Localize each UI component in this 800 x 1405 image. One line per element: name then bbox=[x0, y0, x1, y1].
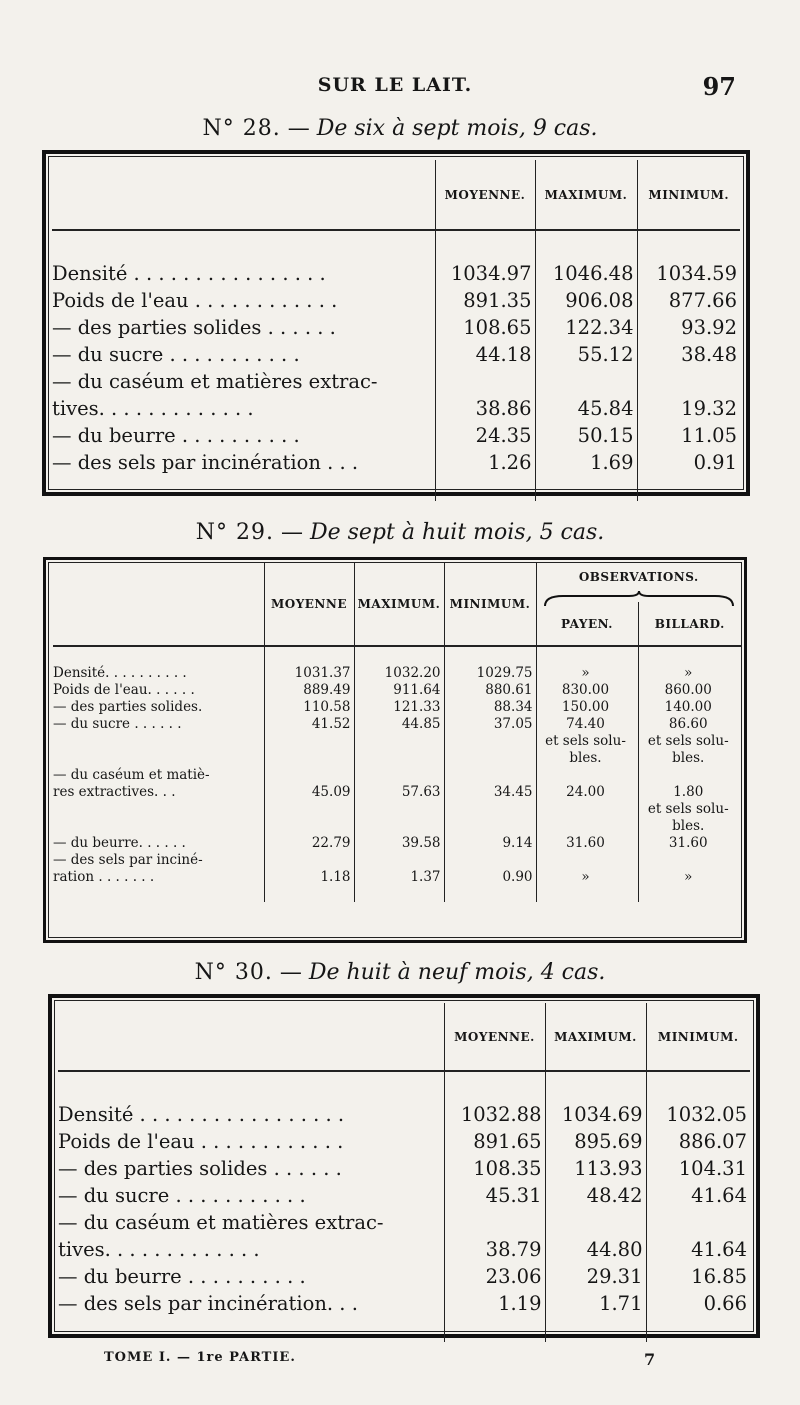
table-30-cell-moyenne: 891.65 bbox=[444, 1126, 545, 1153]
table-29-row-label: Poids de l'eau. . . . . . bbox=[53, 682, 195, 698]
table-29-row-label: res extractives. . . bbox=[53, 784, 176, 800]
table-29-cell-billard bbox=[638, 766, 741, 783]
table-30-row bbox=[58, 1153, 750, 1180]
table-29-row bbox=[53, 817, 741, 834]
table-29-row-label: — du sucre . . . . . . bbox=[53, 716, 182, 732]
table-29-observations-header bbox=[536, 562, 741, 602]
table-28-row-label: — des sels par incinération . . . bbox=[52, 451, 359, 474]
table-28-cell-maximum: 1046.48 bbox=[535, 258, 637, 285]
table-29-body bbox=[53, 664, 741, 902]
table-29-cell-maximum: 44.85 bbox=[354, 715, 444, 732]
table-29-cell-billard: et sels solu- bbox=[638, 732, 741, 749]
table-29-cell-minimum bbox=[444, 817, 536, 834]
table-28-cell-maximum: 45.84 bbox=[535, 393, 637, 420]
table-29-cell-payen: 830.00 bbox=[536, 681, 638, 698]
table-29-cell-payen bbox=[536, 817, 638, 834]
table-29-cell-payen: » bbox=[536, 868, 638, 885]
table-29-cell-minimum: 1029.75 bbox=[444, 664, 536, 681]
table-28-row-label: — du caséum et matières extrac- bbox=[52, 370, 378, 393]
table-30-cell-minimum bbox=[646, 1207, 750, 1234]
table-30-row bbox=[58, 1234, 750, 1261]
table-29-cell-maximum: 39.58 bbox=[354, 834, 444, 851]
footer-volume: TOME I. — 1re PARTIE. bbox=[104, 1350, 296, 1365]
running-title: SUR LE LAIT. bbox=[317, 74, 473, 96]
table-30-cell-moyenne: 45.31 bbox=[444, 1180, 545, 1207]
table-29-cell-billard: 86.60 bbox=[638, 715, 741, 732]
table-29-cell-moyenne: 45.09 bbox=[264, 783, 354, 800]
caption-28-text: De six à sept mois, 9 cas. bbox=[316, 116, 598, 141]
table-28-cell-maximum: 122.34 bbox=[535, 312, 637, 339]
table-28 bbox=[52, 160, 740, 501]
table-29-cell-billard: » bbox=[638, 664, 741, 681]
table-30-cell-maximum: 1034.69 bbox=[545, 1099, 646, 1126]
table-28-cell-moyenne: 44.18 bbox=[435, 339, 535, 366]
table-29-cell-minimum bbox=[444, 766, 536, 783]
table-29-col-maximum: MAXIMUM. bbox=[354, 562, 444, 646]
table-30-row-label: tives. . . . . . . . . . . . . bbox=[58, 1238, 260, 1261]
table-28-cell-moyenne: 891.35 bbox=[435, 285, 535, 312]
table-29-row-label: — des sels par inciné- bbox=[53, 852, 203, 868]
table-29-cell-payen: et sels solu- bbox=[536, 732, 638, 749]
table-30-cell-moyenne: 1.19 bbox=[444, 1288, 545, 1315]
table-30-cell-minimum: 886.07 bbox=[646, 1126, 750, 1153]
table-29-cell-maximum bbox=[354, 749, 444, 766]
table-29-cell-moyenne: 1031.37 bbox=[264, 664, 354, 681]
table-30-cell-moyenne: 108.35 bbox=[444, 1153, 545, 1180]
table-29-cell-maximum: 1.37 bbox=[354, 868, 444, 885]
table-29-cell-payen: 150.00 bbox=[536, 698, 638, 715]
table-28-cell-minimum bbox=[637, 366, 740, 393]
table-29-cell-maximum: 57.63 bbox=[354, 783, 444, 800]
table-29-row bbox=[53, 851, 741, 868]
table-28-row-label: Densité . . . . . . . . . . . . . . . . bbox=[52, 262, 326, 285]
table-29-row bbox=[53, 664, 741, 681]
table-29-row bbox=[53, 800, 741, 817]
table-29 bbox=[53, 562, 741, 902]
table-29-cell-moyenne bbox=[264, 749, 354, 766]
caption-30 bbox=[0, 960, 800, 985]
table-28-row bbox=[52, 339, 740, 366]
table-29-col-billard: BILLARD. bbox=[638, 602, 741, 646]
table-29-cell-moyenne: 1.18 bbox=[264, 868, 354, 885]
table-29-row bbox=[53, 868, 741, 885]
table-30-row-label: — du sucre . . . . . . . . . . . bbox=[58, 1184, 306, 1207]
table-28-row bbox=[52, 420, 740, 447]
table-30 bbox=[58, 1003, 750, 1342]
table-30-row-label: — du beurre . . . . . . . . . . bbox=[58, 1265, 306, 1288]
table-28-cell-moyenne: 38.86 bbox=[435, 393, 535, 420]
table-29-row-label bbox=[53, 800, 264, 817]
table-30-row-label: Densité . . . . . . . . . . . . . . . . . bbox=[58, 1103, 345, 1126]
table-29-cell-payen: bles. bbox=[536, 749, 638, 766]
table-29-row bbox=[53, 681, 741, 698]
table-29-cell-moyenne: 22.79 bbox=[264, 834, 354, 851]
table-30-cell-maximum: 1.71 bbox=[545, 1288, 646, 1315]
table-30-cell-minimum: 41.64 bbox=[646, 1234, 750, 1261]
table-28-cell-minimum: 877.66 bbox=[637, 285, 740, 312]
table-28-cell-moyenne: 24.35 bbox=[435, 420, 535, 447]
table-29-cell-minimum: 34.45 bbox=[444, 783, 536, 800]
table-29-col-minimum: MINIMUM. bbox=[444, 562, 536, 646]
table-29-cell-billard: et sels solu- bbox=[638, 800, 741, 817]
table-29-cell-minimum bbox=[444, 800, 536, 817]
table-30-cell-moyenne: 23.06 bbox=[444, 1261, 545, 1288]
table-28-stub-header bbox=[52, 160, 435, 230]
brace-icon bbox=[543, 590, 735, 608]
table-29-cell-billard: 140.00 bbox=[638, 698, 741, 715]
caption-28-dash: — bbox=[287, 116, 310, 141]
caption-29-text: De sept à huit mois, 5 cas. bbox=[309, 520, 605, 545]
table-28-row bbox=[52, 285, 740, 312]
table-28-cell-maximum: 50.15 bbox=[535, 420, 637, 447]
table-30-cell-minimum: 104.31 bbox=[646, 1153, 750, 1180]
table-29-cell-maximum bbox=[354, 766, 444, 783]
table-30-row bbox=[58, 1099, 750, 1126]
table-30-cell-minimum: 1032.05 bbox=[646, 1099, 750, 1126]
table-28-row-label: — du sucre . . . . . . . . . . . bbox=[52, 343, 300, 366]
caption-29-dash: — bbox=[280, 520, 303, 545]
table-29-row bbox=[53, 715, 741, 732]
table-30-cell-minimum: 41.64 bbox=[646, 1180, 750, 1207]
table-29-cell-minimum bbox=[444, 732, 536, 749]
table-28-cell-minimum: 0.91 bbox=[637, 447, 740, 474]
table-29-cell-maximum: 1032.20 bbox=[354, 664, 444, 681]
table-30-col-maximum: MAXIMUM. bbox=[545, 1003, 646, 1071]
table-29-row-label: — des parties solides. bbox=[53, 699, 203, 715]
caption-30-number: N° 30. bbox=[194, 960, 273, 985]
table-29-cell-payen: 31.60 bbox=[536, 834, 638, 851]
table-29-row bbox=[53, 698, 741, 715]
table-29-cell-payen bbox=[536, 800, 638, 817]
table-28-cell-moyenne: 1.26 bbox=[435, 447, 535, 474]
table-28-col-moyenne: MOYENNE. bbox=[435, 160, 535, 230]
table-29-cell-moyenne bbox=[264, 817, 354, 834]
caption-28-number: N° 28. bbox=[202, 116, 281, 141]
table-29-cell-minimum bbox=[444, 749, 536, 766]
table-28-row bbox=[52, 258, 740, 285]
table-29-cell-moyenne: 41.52 bbox=[264, 715, 354, 732]
table-30-cell-maximum bbox=[545, 1207, 646, 1234]
table-30-row-label: — des parties solides . . . . . . bbox=[58, 1157, 342, 1180]
table-30-body bbox=[58, 1099, 750, 1342]
table-28-cell-maximum bbox=[535, 366, 637, 393]
table-29-row bbox=[53, 834, 741, 851]
table-30-cell-maximum: 113.93 bbox=[545, 1153, 646, 1180]
table-28-cell-moyenne: 108.65 bbox=[435, 312, 535, 339]
table-29-cell-minimum bbox=[444, 851, 536, 868]
table-30-cell-minimum: 0.66 bbox=[646, 1288, 750, 1315]
table-29-stub-header bbox=[53, 562, 264, 646]
table-29-cell-maximum: 121.33 bbox=[354, 698, 444, 715]
table-30-col-moyenne: MOYENNE. bbox=[444, 1003, 545, 1071]
table-30-cell-moyenne: 1032.88 bbox=[444, 1099, 545, 1126]
table-30-row-label: — du caséum et matières extrac- bbox=[58, 1211, 384, 1234]
caption-30-text: De huit à neuf mois, 4 cas. bbox=[308, 960, 606, 985]
running-head bbox=[0, 72, 800, 102]
table-29-cell-payen bbox=[536, 766, 638, 783]
table-30-row bbox=[58, 1180, 750, 1207]
table-29-cell-minimum: 0.90 bbox=[444, 868, 536, 885]
caption-28 bbox=[0, 116, 800, 141]
table-29-row bbox=[53, 766, 741, 783]
table-29-cell-moyenne bbox=[264, 851, 354, 868]
table-30-cell-maximum: 29.31 bbox=[545, 1261, 646, 1288]
table-29-cell-moyenne bbox=[264, 732, 354, 749]
table-29-cell-minimum: 88.34 bbox=[444, 698, 536, 715]
table-29-row-label: ration . . . . . . . bbox=[53, 869, 155, 885]
table-28-row-label: tives. . . . . . . . . . . . . bbox=[52, 397, 254, 420]
table-29-cell-payen: 24.00 bbox=[536, 783, 638, 800]
table-29-cell-billard: 1.80 bbox=[638, 783, 741, 800]
table-29-cell-moyenne: 889.49 bbox=[264, 681, 354, 698]
table-30-cell-minimum: 16.85 bbox=[646, 1261, 750, 1288]
table-28-cell-maximum: 906.08 bbox=[535, 285, 637, 312]
table-29-row-label bbox=[53, 749, 264, 766]
table-29-cell-moyenne bbox=[264, 800, 354, 817]
table-29-row bbox=[53, 783, 741, 800]
table-28-cell-minimum: 19.32 bbox=[637, 393, 740, 420]
table-28-row bbox=[52, 393, 740, 420]
table-29-row-label: — du beurre. . . . . . bbox=[53, 835, 186, 851]
table-29-cell-billard: 31.60 bbox=[638, 834, 741, 851]
caption-30-dash: — bbox=[279, 960, 302, 985]
table-30-cell-moyenne: 38.79 bbox=[444, 1234, 545, 1261]
table-30-row bbox=[58, 1126, 750, 1153]
table-29-row bbox=[53, 732, 741, 749]
table-29-cell-billard: bles. bbox=[638, 749, 741, 766]
table-28-row-label: — des parties solides . . . . . . bbox=[52, 316, 336, 339]
table-29-cell-maximum bbox=[354, 851, 444, 868]
table-29-cell-maximum bbox=[354, 732, 444, 749]
footer-signature: 7 bbox=[644, 1350, 656, 1369]
table-28-row bbox=[52, 447, 740, 474]
caption-29-number: N° 29. bbox=[195, 520, 274, 545]
table-29-col-payen: PAYEN. bbox=[536, 602, 638, 646]
table-29-cell-minimum: 880.61 bbox=[444, 681, 536, 698]
table-28-cell-minimum: 93.92 bbox=[637, 312, 740, 339]
table-29-cell-minimum: 9.14 bbox=[444, 834, 536, 851]
table-28-cell-moyenne bbox=[435, 366, 535, 393]
table-29-cell-maximum bbox=[354, 817, 444, 834]
table-29-row-label: Densité. . . . . . . . . . bbox=[53, 665, 187, 681]
table-29-row-label: — du caséum et matiè- bbox=[53, 767, 210, 783]
table-29-cell-minimum: 37.05 bbox=[444, 715, 536, 732]
table-29-cell-maximum: 911.64 bbox=[354, 681, 444, 698]
table-30-row bbox=[58, 1288, 750, 1315]
table-29-cell-payen bbox=[536, 851, 638, 868]
table-28-cell-maximum: 1.69 bbox=[535, 447, 637, 474]
table-30-row bbox=[58, 1207, 750, 1234]
table-30-cell-maximum: 44.80 bbox=[545, 1234, 646, 1261]
table-29-cell-billard: 860.00 bbox=[638, 681, 741, 698]
table-28-row-label: — du beurre . . . . . . . . . . bbox=[52, 424, 300, 447]
table-28-cell-minimum: 11.05 bbox=[637, 420, 740, 447]
table-29-cell-billard: bles. bbox=[638, 817, 741, 834]
table-28-cell-maximum: 55.12 bbox=[535, 339, 637, 366]
table-28-row bbox=[52, 312, 740, 339]
table-29-cell-moyenne: 110.58 bbox=[264, 698, 354, 715]
table-30-row-label: — des sels par incinération. . . bbox=[58, 1292, 358, 1315]
table-29-cell-payen: 74.40 bbox=[536, 715, 638, 732]
table-29-cell-maximum bbox=[354, 800, 444, 817]
table-29-row-label bbox=[53, 817, 264, 834]
page-number: 97 bbox=[702, 72, 736, 101]
table-29-cell-billard bbox=[638, 851, 741, 868]
table-28-body bbox=[52, 258, 740, 501]
table-29-cell-moyenne bbox=[264, 766, 354, 783]
table-28-cell-minimum: 1034.59 bbox=[637, 258, 740, 285]
table-28-row-label: Poids de l'eau . . . . . . . . . . . . bbox=[52, 289, 338, 312]
table-30-cell-maximum: 895.69 bbox=[545, 1126, 646, 1153]
table-29-col-moyenne: MOYENNE bbox=[264, 562, 354, 646]
table-30-stub-header bbox=[58, 1003, 444, 1071]
table-30-cell-moyenne bbox=[444, 1207, 545, 1234]
table-30-col-minimum: MINIMUM. bbox=[646, 1003, 750, 1071]
table-30-row bbox=[58, 1261, 750, 1288]
table-29-row bbox=[53, 749, 741, 766]
table-28-cell-minimum: 38.48 bbox=[637, 339, 740, 366]
table-28-col-minimum: MINIMUM. bbox=[637, 160, 740, 230]
table-30-row-label: Poids de l'eau . . . . . . . . . . . . bbox=[58, 1130, 344, 1153]
table-29-observations-label: OBSERVATIONS. bbox=[578, 570, 699, 584]
table-28-cell-moyenne: 1034.97 bbox=[435, 258, 535, 285]
table-29-cell-payen: » bbox=[536, 664, 638, 681]
caption-29 bbox=[0, 520, 800, 545]
table-29-cell-billard: » bbox=[638, 868, 741, 885]
table-28-col-maximum: MAXIMUM. bbox=[535, 160, 637, 230]
table-30-cell-maximum: 48.42 bbox=[545, 1180, 646, 1207]
table-29-row-label bbox=[53, 732, 264, 749]
table-28-row bbox=[52, 366, 740, 393]
